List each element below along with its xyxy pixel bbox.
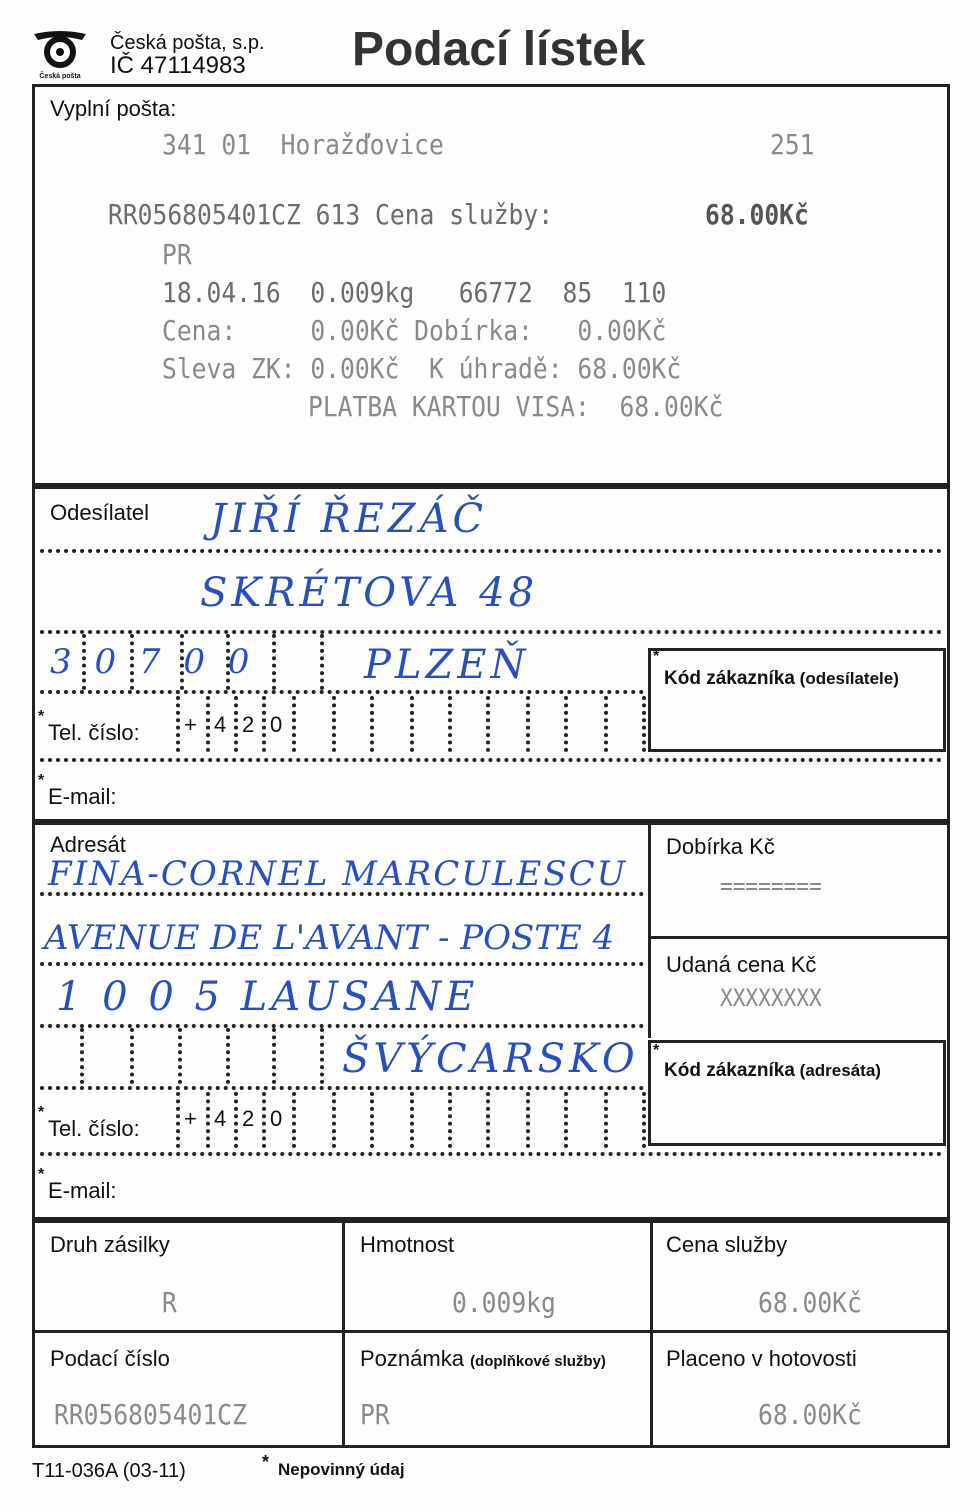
logo-caption: Česká pošta xyxy=(39,73,81,80)
recipient-zip-sep-6 xyxy=(320,1028,324,1084)
sender-line-1 xyxy=(40,549,942,553)
sender-line-2 xyxy=(40,630,942,634)
recipient-customer-code-suffix: (adresáta) xyxy=(799,1061,881,1080)
footer-asterisk: * xyxy=(262,1452,270,1472)
sender-phone-d1: 4 xyxy=(214,712,227,737)
sender-label: Odesílatel xyxy=(50,500,150,525)
weight-value: 0.009kg xyxy=(452,1286,556,1319)
receipt-line-5: Cena: 0.00Kč Dobírka: 0.00Kč xyxy=(162,314,667,347)
sender-email-label: E-mail: xyxy=(48,784,117,809)
sender-phone-d0: + xyxy=(184,712,197,737)
sender-city: PLZEŇ xyxy=(364,642,530,688)
sender-customer-code-text: Kód zákazníka xyxy=(664,668,795,689)
recipient-phone-sep-3 xyxy=(262,1092,266,1148)
bottom-col-divider-1 xyxy=(342,1220,345,1448)
recipient-city: 1 0 0 5 LAUSANE xyxy=(56,974,479,1020)
sender-email-asterisk: * xyxy=(38,772,45,789)
recipient-phone-d3: 0 xyxy=(270,1106,283,1131)
recipient-email-label: E-mail: xyxy=(48,1178,117,1203)
recipient-line-5 xyxy=(40,1152,942,1156)
bottom-col-divider-2 xyxy=(650,1220,653,1448)
bottom-row-divider xyxy=(32,1330,950,1333)
recipient-zip-sep-2 xyxy=(130,1028,134,1084)
recipient-phone-d0: + xyxy=(184,1106,197,1131)
tracking-label: Podací číslo xyxy=(50,1346,170,1371)
cod-divider xyxy=(648,936,948,939)
sender-zip-sep-5 xyxy=(272,634,276,690)
receipt-line-4: 18.04.16 0.009kg 66772 85 110 xyxy=(162,276,667,309)
type-value: R xyxy=(162,1286,177,1319)
page-title: Podací lístek xyxy=(352,23,646,76)
recipient-zip-sep-5 xyxy=(272,1028,276,1084)
logo xyxy=(30,28,90,80)
declared-value: XXXXXXXX xyxy=(720,984,822,1012)
recipient-customer-code-asterisk: * xyxy=(653,1042,660,1059)
cash-label: Placeno v hotovosti xyxy=(666,1346,857,1371)
receipt-line-3: PR xyxy=(162,238,192,271)
recipient-phone-sep-13 xyxy=(642,1092,646,1148)
sender-phone-sep-0 xyxy=(176,696,180,752)
price-value: 68.00Kč xyxy=(758,1286,862,1319)
recipient-phone-sep-9 xyxy=(486,1092,490,1148)
note-label-suffix: (doplňkové služby) xyxy=(470,1353,606,1370)
sender-customer-code-suffix: (odesílatele) xyxy=(799,669,899,688)
post-horn-icon xyxy=(30,28,90,68)
recipient-phone-sep-8 xyxy=(448,1092,452,1148)
sender-phone-sep-3 xyxy=(262,696,266,752)
recipient-phone-sep-6 xyxy=(370,1092,374,1148)
recipient-phone-asterisk: * xyxy=(38,1104,45,1121)
receipt-tracking-line: RR056805401CZ 613 Cena služby: xyxy=(108,198,554,231)
recipient-phone-label: Tel. číslo: xyxy=(48,1116,140,1141)
recipient-phone-sep-2 xyxy=(234,1092,238,1148)
recipient-phone-sep-4 xyxy=(292,1092,296,1148)
recipient-phone-sep-5 xyxy=(332,1092,336,1148)
sender-phone-sep-5 xyxy=(332,696,336,752)
recipient-street: AVENUE DE L'AVANT - POSTE 4 xyxy=(44,918,615,958)
price-label: Cena služby xyxy=(666,1232,788,1257)
recipient-customer-code-label xyxy=(664,1060,881,1082)
tracking-value: RR056805401CZ xyxy=(54,1398,247,1431)
receipt-line-1: 341 01 Horažďovice xyxy=(162,128,444,161)
sender-zip-sep-6 xyxy=(320,634,324,690)
recipient-zip-sep-4 xyxy=(226,1028,230,1084)
sender-phone-asterisk: * xyxy=(38,708,45,725)
sender-phone-sep-7 xyxy=(410,696,414,752)
recipient-phone-sep-7 xyxy=(410,1092,414,1148)
cod-value: ======== xyxy=(720,872,822,900)
sender-phone-sep-11 xyxy=(564,696,568,752)
optional-note: Nepovinný údaj xyxy=(278,1460,405,1479)
note-value: PR xyxy=(360,1398,390,1431)
recipient-phone-sep-11 xyxy=(564,1092,568,1148)
recipient-zip-sep-1 xyxy=(80,1028,84,1084)
sender-phone-sep-6 xyxy=(370,696,374,752)
sender-zip: 3 0 7 0 0 xyxy=(50,642,256,682)
recipient-phone-sep-12 xyxy=(604,1092,608,1148)
note-label-text: Poznámka xyxy=(360,1346,464,1371)
recipient-phone-d2: 2 xyxy=(242,1106,255,1131)
sender-phone-sep-10 xyxy=(526,696,530,752)
weight-label: Hmotnost xyxy=(360,1232,455,1257)
recipient-email-asterisk: * xyxy=(38,1166,45,1183)
post-section-label: Vyplní pošta: xyxy=(50,96,177,121)
recipient-phone-sep-10 xyxy=(526,1092,530,1148)
receipt-service-price: 68.00Kč xyxy=(705,198,809,231)
sender-phone-sep-4 xyxy=(292,696,296,752)
sender-phone-sep-13 xyxy=(642,696,646,752)
receipt-line-1-right: 251 xyxy=(770,128,815,161)
sender-phone-sep-9 xyxy=(486,696,490,752)
recipient-phone-sep-1 xyxy=(206,1092,210,1148)
note-label xyxy=(360,1346,606,1372)
recipient-right-divider xyxy=(648,822,651,1038)
sender-phone-sep-2 xyxy=(234,696,238,752)
cod-label: Dobírka Kč xyxy=(666,834,775,859)
company-id: IČ 47114983 xyxy=(110,52,246,79)
recipient-phone-d1: 4 xyxy=(214,1106,227,1131)
sender-line-4 xyxy=(40,758,942,762)
recipient-customer-code-text: Kód zákazníka xyxy=(664,1060,795,1081)
recipient-customer-code-box[interactable] xyxy=(648,1040,946,1146)
recipient-label: Adresát xyxy=(50,832,126,857)
sender-phone-sep-1 xyxy=(206,696,210,752)
cash-value: 68.00Kč xyxy=(758,1398,862,1431)
recipient-line-1 xyxy=(40,892,644,896)
recipient-zip-sep-3 xyxy=(178,1028,182,1084)
recipient-phone-sep-0 xyxy=(176,1092,180,1148)
form-code: T11-036A (03-11) xyxy=(32,1460,186,1482)
sender-phone-d3: 0 xyxy=(270,712,283,737)
sender-customer-code-label xyxy=(664,668,899,690)
recipient-name: FINA-CORNEL MARCULESCU xyxy=(48,854,628,894)
recipient-line-4 xyxy=(40,1086,644,1090)
type-label: Druh zásilky xyxy=(50,1232,170,1257)
sender-phone-sep-8 xyxy=(448,696,452,752)
sender-name: JIŘÍ ŘEZÁČ xyxy=(210,496,488,542)
sender-phone-d2: 2 xyxy=(242,712,255,737)
recipient-line-2 xyxy=(40,962,644,966)
sender-phone-label: Tel. číslo: xyxy=(48,720,140,745)
sender-line-3 xyxy=(40,690,644,694)
receipt-line-7: PLATBA KARTOU VISA: 68.00Kč xyxy=(308,390,724,423)
sender-street: SKRÉTOVA 48 xyxy=(200,570,539,616)
company-name: Česká pošta, s.p. xyxy=(110,32,265,54)
receipt-line-6: Sleva ZK: 0.00Kč K úhradě: 68.00Kč xyxy=(162,352,682,385)
recipient-country: ŠVÝCARSKO xyxy=(342,1036,639,1082)
sender-customer-code-asterisk: * xyxy=(653,648,660,665)
sender-phone-sep-12 xyxy=(604,696,608,752)
declared-value-label: Udaná cena Kč xyxy=(666,952,817,977)
sender-customer-code-box[interactable] xyxy=(648,648,946,752)
